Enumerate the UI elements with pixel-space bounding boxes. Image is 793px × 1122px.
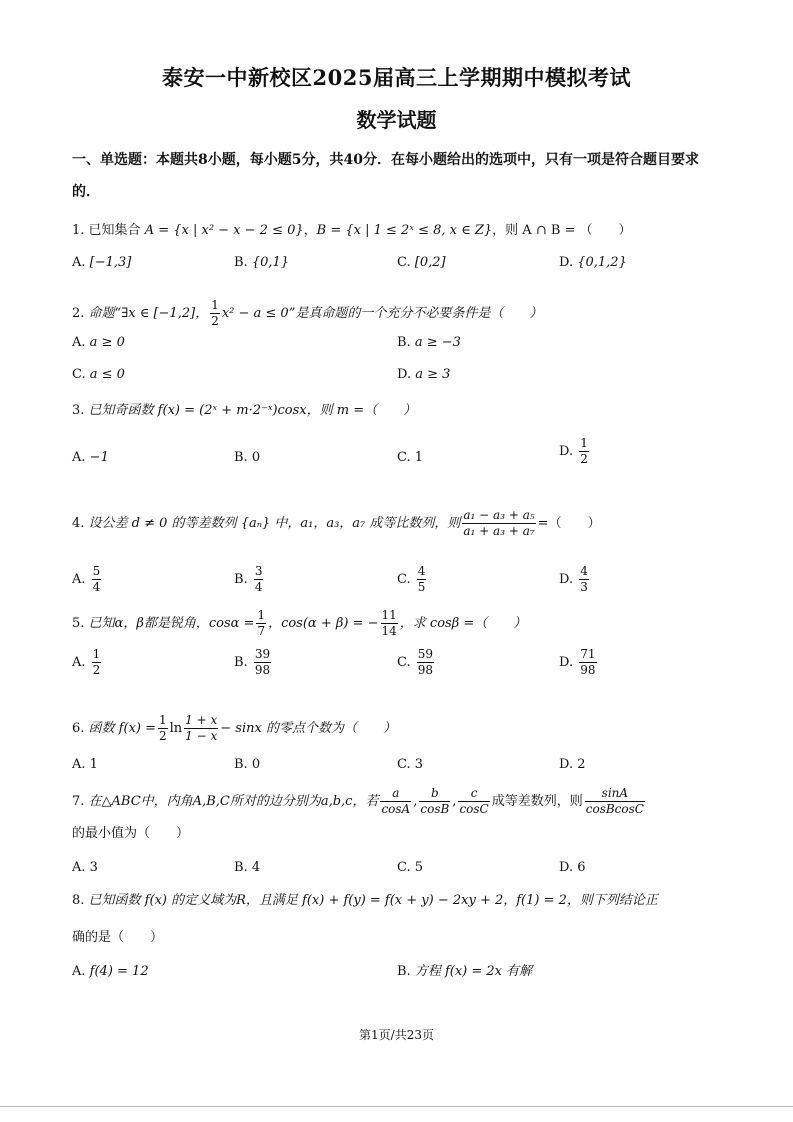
- question-6-stem: 6. 函数 f(x) = $\frac{1}{2}$ ln $\frac{1 + x}{1 - x}$ − sinx 的零点个数为（ ）: [72, 713, 396, 743]
- q2-option-d: D. a ≥ 3: [397, 367, 451, 382]
- q2-option-c: C. a ≤ 0: [72, 367, 125, 382]
- question-number: 4.: [72, 516, 85, 531]
- q7-option-a: A. 3: [72, 860, 98, 875]
- q3-option-d: D. $\frac{1}{2}$: [559, 436, 588, 466]
- q2-option-b: B. a ≥ −3: [397, 335, 461, 350]
- fraction: $\frac{1}{2}$: [211, 298, 219, 328]
- q5-option-d: D. $\frac{71}{98}$: [559, 647, 596, 677]
- q4-option-d: D. $\frac{4}{3}$: [559, 564, 588, 594]
- question-number: 6.: [72, 721, 85, 736]
- q8-option-a: A. f(4) = 12: [72, 964, 149, 979]
- q1-option-a: A. [−1,3]: [72, 255, 132, 270]
- q6-option-a: A. 1: [72, 757, 98, 772]
- question-number: 8.: [72, 893, 85, 908]
- q7-option-c: C. 5: [397, 860, 424, 875]
- q5-option-a: A. $\frac{1}{2}$: [72, 647, 101, 677]
- section-heading: 一、单选题：本题共8小题，每小题5分，共40分．在每小题给出的选项中，只有一项是符合题目要求的．: [72, 152, 699, 200]
- question-2-stem: 2. 命题“∃x ∈ [−1,2]， $\frac{1}{2}$ x² − a ≤ 0”是真命题的一个充分不必要条件是（ ）: [72, 298, 543, 328]
- question-1-stem: 1. 已知集合 A = {x | x² − x − 2 ≤ 0}，B = {x | 1 ≤ 2ˣ ≤ 8, x ∈ Z}，则 A ∩ B = （ ）: [72, 223, 632, 238]
- set-a: A = {x | x² − x − 2 ≤ 0}: [144, 223, 304, 238]
- question-5-stem: 5. 已知α，β都是锐角，cosα = $\frac{1}{7}$ ，cos(α + β) = − $\frac{11}{14}$ ，求 cosβ =（ ）: [72, 608, 527, 638]
- q5-option-c: C. $\frac{59}{98}$: [397, 647, 434, 677]
- q7-option-b: B. 4: [234, 860, 261, 875]
- question-7-line2: 的最小值为（ ）: [72, 826, 190, 841]
- q8-option-b: B. 方程 f(x) = 2x 有解: [397, 964, 533, 979]
- q1-option-c: C. [0,2]: [397, 255, 446, 270]
- page-bottom-divider: [0, 1106, 793, 1107]
- question-number: 5.: [72, 616, 85, 631]
- exam-subtitle: 数学试题: [356, 108, 437, 132]
- q4-option-b: B. $\frac{3}{4}$: [234, 564, 263, 594]
- q1-option-b: B. {0,1}: [234, 255, 290, 270]
- page-footer: 第1页/共23页: [359, 1028, 434, 1042]
- fraction: $\frac{\text{a₁ − a₃ + a₅}}{\text{a₁ + a₃ + a₇}}$: [463, 508, 535, 538]
- question-number: 7.: [72, 794, 85, 809]
- q6-option-b: B. 0: [234, 757, 261, 772]
- q3-option-b: B. 0: [234, 450, 261, 465]
- q4-option-c: C. $\frac{4}{5}$: [397, 564, 426, 594]
- exam-title: 泰安一中新校区2025届高三上学期期中模拟考试: [162, 65, 631, 90]
- question-8-line2: 确的是（ ）: [72, 930, 164, 945]
- set-b: B = {x | 1 ≤ 2ˣ ≤ 8, x ∈ Z}: [316, 223, 493, 238]
- question-number: 3.: [72, 403, 85, 418]
- q2-option-a: A. a ≥ 0: [72, 335, 125, 350]
- q7-option-d: D. 6: [559, 860, 586, 875]
- question-8-stem: 8. 已知函数 f(x) 的定义域为R，且满足 f(x) + f(y) = f(x + y) − 2xy + 2，f(1) = 2，则下列结论正: [72, 893, 658, 908]
- question-7-stem: 7. 在△ABC中，内角A,B,C所对的边分别为a,b,c，若 $\frac{a}{\cos A}$ , $\frac{b}{\cos B}$ , $\frac{c}{\cos C}$ 成等差数列，则 $\frac{\sin A}{\text{cosBcosC}}$: [72, 786, 644, 816]
- question-4-stem: 4. 设公差 d ≠ 0 的等差数列 {aₙ} 中，a₁，a₃，a₇ 成等比数列，则 $\frac{\text{a₁ − a₃ + a₅}}{\text{a₁ + a₃ + a₇}}$ =（ ）: [72, 508, 601, 538]
- q6-option-c: C. 3: [397, 757, 424, 772]
- q1-option-d: D. {0,1,2}: [559, 255, 627, 270]
- question-3-stem: 3. 已知奇函数 f(x) = (2ˣ + m·2⁻ˣ)cosx，则 m =（ ）: [72, 403, 417, 418]
- q6-option-d: D. 2: [559, 757, 586, 772]
- q3-option-a: A. −1: [72, 450, 109, 465]
- question-number: 2.: [72, 306, 85, 321]
- question-number: 1.: [72, 223, 85, 238]
- q3-option-c: C. 1: [397, 450, 424, 465]
- q5-option-b: B. $\frac{39}{98}$: [234, 647, 271, 677]
- q4-option-a: A. $\frac{5}{4}$: [72, 564, 101, 594]
